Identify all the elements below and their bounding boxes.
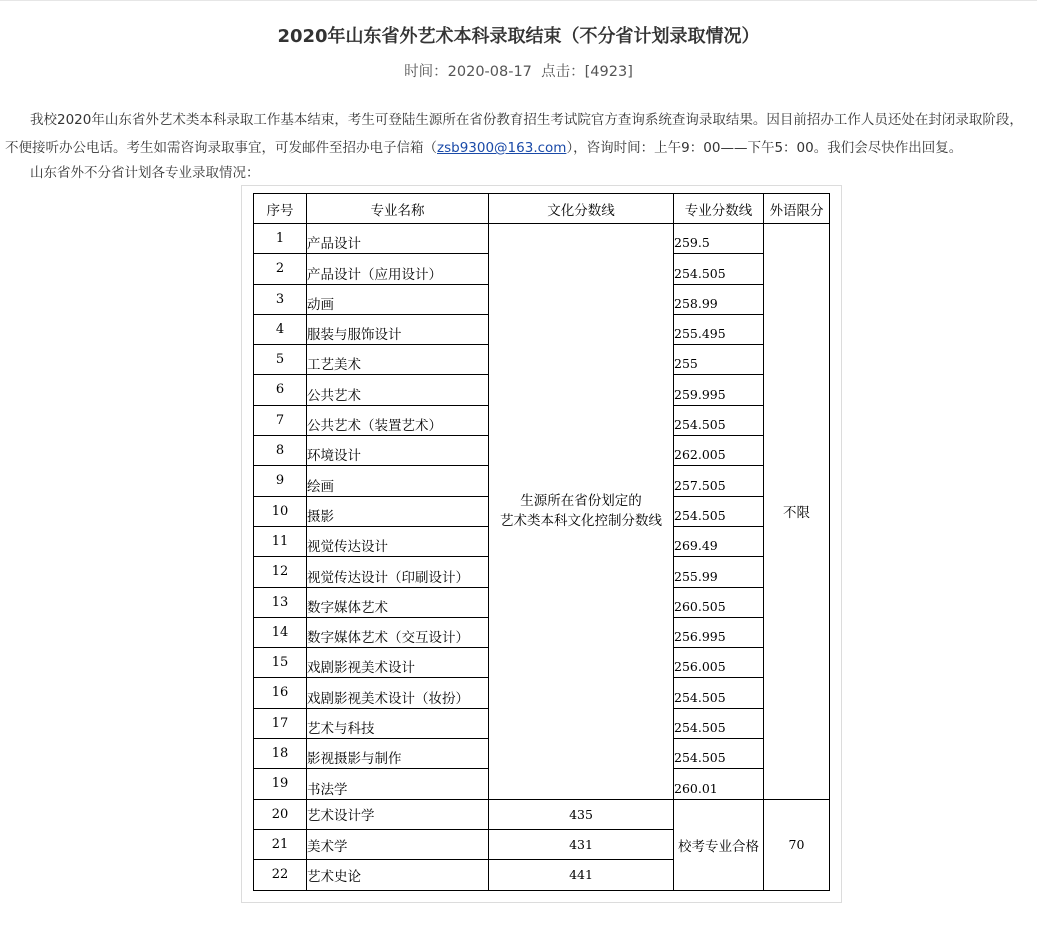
top-divider	[0, 0, 1037, 1]
row-seq: 18	[254, 739, 307, 769]
meta-time-label: 时间：	[404, 64, 448, 80]
row-major-name: 视觉传达设计	[307, 526, 489, 556]
culture-merged-line-2: 艺术类本科文化控制分数线	[500, 513, 662, 530]
row-seq: 13	[254, 587, 307, 617]
row-major-name: 戏剧影视美术设计（妆扮）	[307, 678, 489, 708]
row-seq: 6	[254, 375, 307, 405]
row-seq: 20	[254, 799, 307, 829]
row-culture-score: 435	[489, 799, 674, 829]
meta-time: 2020-08-17	[447, 64, 532, 80]
table-row	[254, 224, 830, 254]
row-major-score: 255	[674, 345, 764, 375]
row-major-name: 书法学	[307, 769, 489, 799]
row-major-name: 公共艺术（装置艺术）	[307, 405, 489, 435]
intro-paragraph	[5, 106, 1032, 162]
meta-clicks-label: 点击：	[541, 64, 585, 80]
row-major-score: 260.01	[674, 769, 764, 799]
article-meta	[0, 60, 1037, 81]
row-seq: 21	[254, 829, 307, 859]
row-major-name: 数字媒体艺术	[307, 587, 489, 617]
row-culture-score: 441	[489, 860, 674, 890]
row-major-name: 绘画	[307, 466, 489, 496]
row-major-name: 服装与服饰设计	[307, 314, 489, 344]
row-seq: 14	[254, 617, 307, 647]
meta-clicks: [4923]	[584, 64, 633, 80]
row-major-score: 254.505	[674, 254, 764, 284]
row-seq: 10	[254, 496, 307, 526]
row-major-name: 产品设计	[307, 224, 489, 254]
row-major-score: 254.505	[674, 708, 764, 738]
row-major-name: 艺术史论	[307, 860, 489, 890]
culture-merged-cell	[489, 224, 674, 800]
row-major-name: 环境设计	[307, 436, 489, 466]
row-major-name: 戏剧影视美术设计	[307, 648, 489, 678]
row-major-score: 257.505	[674, 466, 764, 496]
row-major-score: 269.49	[674, 526, 764, 556]
row-major-name: 摄影	[307, 496, 489, 526]
row-major-score: 254.505	[674, 496, 764, 526]
row-major-name: 美术学	[307, 829, 489, 859]
major-merged-cell: 校考专业合格	[674, 799, 764, 890]
row-seq: 11	[254, 526, 307, 556]
header-major: 专业分数线	[674, 194, 764, 224]
row-major-score: 258.99	[674, 284, 764, 314]
row-major-name: 影视摄影与制作	[307, 739, 489, 769]
row-seq: 22	[254, 860, 307, 890]
row-major-score: 254.505	[674, 739, 764, 769]
row-seq: 8	[254, 436, 307, 466]
table-header-row	[254, 194, 830, 224]
row-seq: 17	[254, 708, 307, 738]
foreign-merged-cell-2: 70	[764, 799, 830, 890]
row-seq: 5	[254, 345, 307, 375]
article-title: 2020年山东省外艺术本科录取结束（不分省计划录取情况）	[277, 26, 760, 47]
row-culture-score: 431	[489, 829, 674, 859]
header-foreign: 外语限分	[764, 194, 830, 224]
row-major-name: 视觉传达设计（印刷设计）	[307, 557, 489, 587]
header-name: 专业名称	[307, 194, 489, 224]
row-major-name: 艺术设计学	[307, 799, 489, 829]
row-seq: 1	[254, 224, 307, 254]
header-seq: 序号	[254, 194, 307, 224]
row-seq: 15	[254, 648, 307, 678]
intro-text-2: ），咨询时间：上午9：00——下午5：00。我们会尽快作出回复。	[566, 140, 963, 156]
row-seq: 4	[254, 314, 307, 344]
row-major-score: 256.995	[674, 617, 764, 647]
row-major-name: 工艺美术	[307, 345, 489, 375]
table-row	[254, 799, 830, 829]
row-major-score: 254.505	[674, 405, 764, 435]
row-seq: 12	[254, 557, 307, 587]
row-major-score: 259.995	[674, 375, 764, 405]
admission-table	[253, 193, 830, 891]
row-major-name: 数字媒体艺术（交互设计）	[307, 617, 489, 647]
row-major-score: 256.005	[674, 648, 764, 678]
header-culture: 文化分数线	[489, 194, 674, 224]
intro-text-1: 我校2020年山东省外艺术类本科录取工作基本结束，考生可登陆生源所在省份教育招生考试院官方查询系统查询录取结果。因目前招办工作人员还处在封闭录取阶段，不便接听办公电话。考生如需咨询录取事宜，可发邮件至招办电子信箱（	[5, 112, 1023, 156]
row-major-score: 262.005	[674, 436, 764, 466]
row-major-name: 动画	[307, 284, 489, 314]
row-seq: 16	[254, 678, 307, 708]
row-seq: 19	[254, 769, 307, 799]
row-seq: 9	[254, 466, 307, 496]
row-seq: 3	[254, 284, 307, 314]
culture-merged-line-1: 生源所在省份划定的	[520, 493, 642, 510]
email-link[interactable]: zsb9300@163.com	[437, 140, 567, 156]
row-major-score: 255.99	[674, 557, 764, 587]
row-seq: 7	[254, 405, 307, 435]
row-major-name: 产品设计（应用设计）	[307, 254, 489, 284]
row-major-name: 公共艺术	[307, 375, 489, 405]
row-major-score: 259.5	[674, 224, 764, 254]
row-major-score: 260.505	[674, 587, 764, 617]
table-intro: 山东省外不分省计划各专业录取情况：	[30, 165, 260, 181]
row-major-score: 254.505	[674, 678, 764, 708]
row-major-name: 艺术与科技	[307, 708, 489, 738]
row-seq: 2	[254, 254, 307, 284]
foreign-merged-cell: 不限	[764, 224, 830, 800]
row-major-score: 255.495	[674, 314, 764, 344]
